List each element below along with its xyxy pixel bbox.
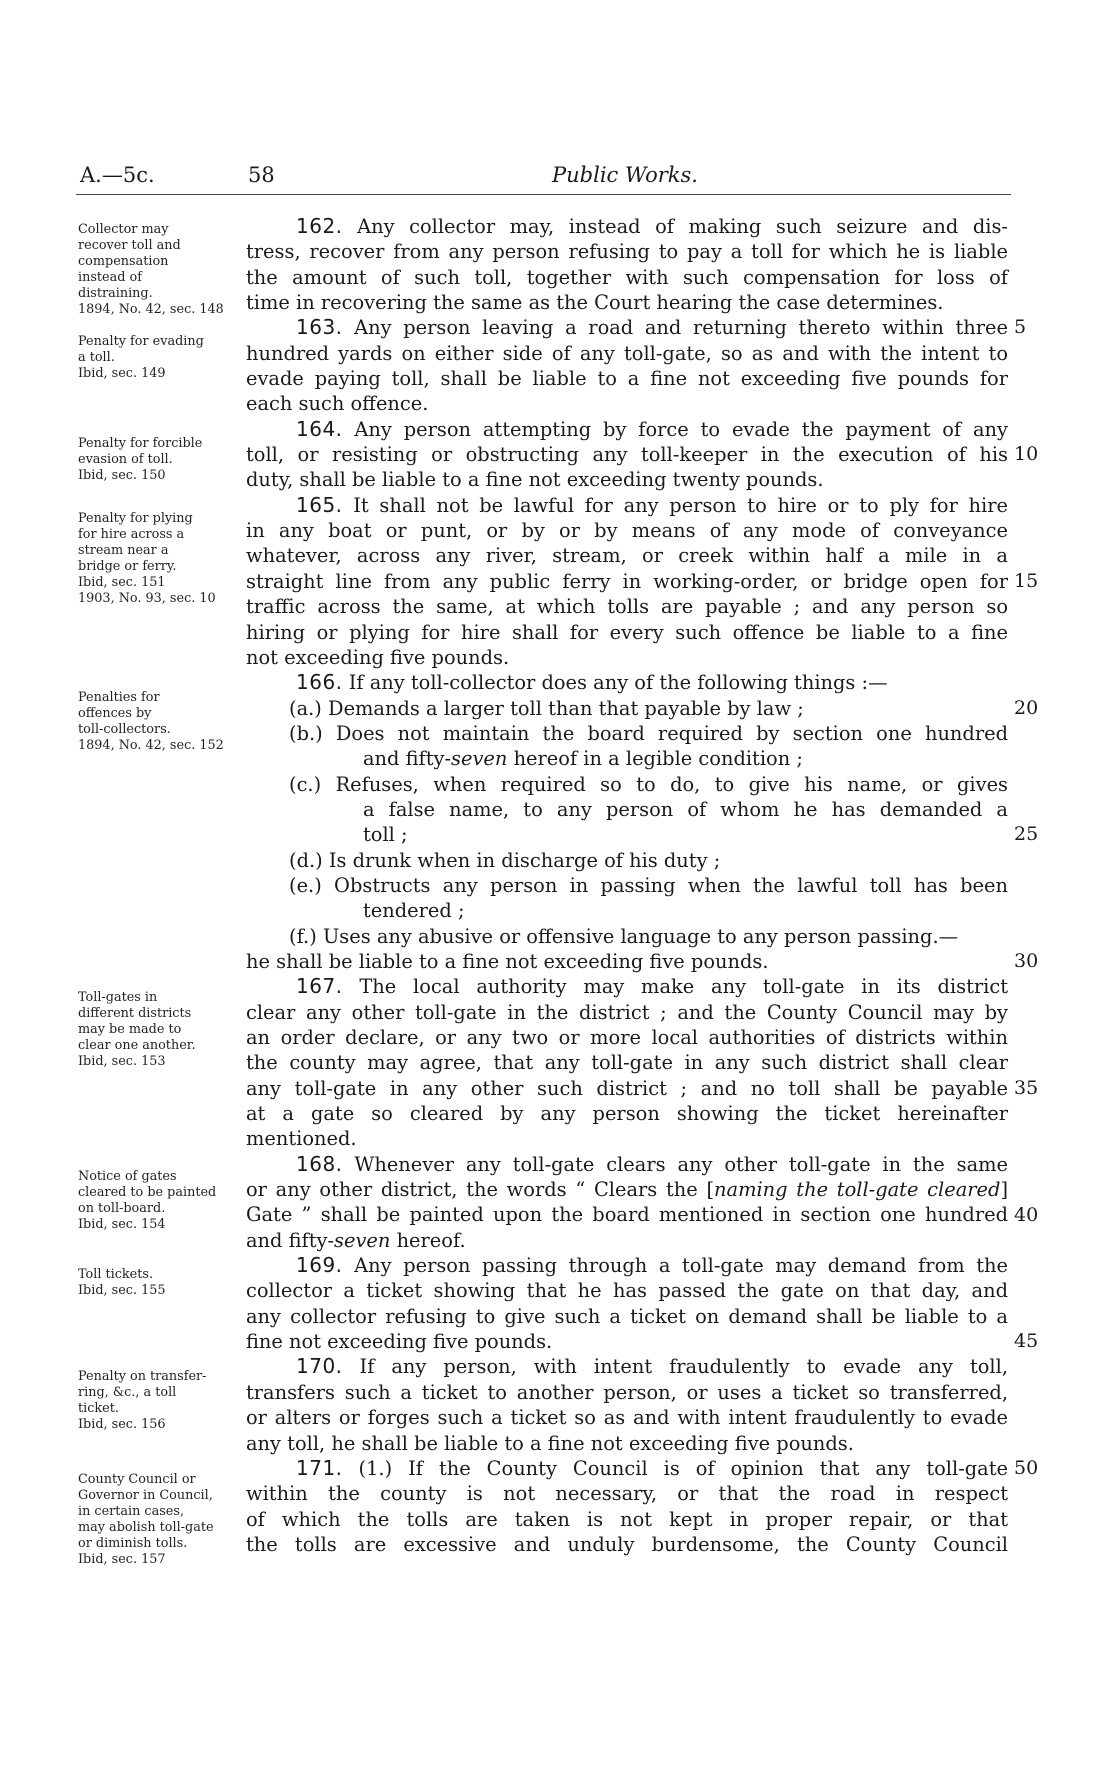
line-number: 25 — [1014, 823, 1039, 845]
text-line: the amount of such toll, together with such compensation for loss of — [246, 265, 1008, 289]
margin-note-ref: Ibid, sec. 149 — [78, 366, 166, 381]
margin-note-ref: Ibid, sec. 157 — [78, 1552, 166, 1567]
text-line: or alters or forges such a ticket so as and with intent fraudulently to evade — [246, 1406, 1008, 1430]
text-line: hiring or plying for hire shall for every such offence be liable to a fine — [246, 620, 1008, 644]
text-line: (e.) Obstructs any person in passing when the lawful toll has been — [289, 873, 1008, 897]
text-line: 166. If any toll-collector does any of the following things :— — [296, 670, 888, 695]
margin-note-ref: Ibid, sec. 154 — [78, 1217, 166, 1232]
text-line: time in recovering the same as the Court hearing the case determines. — [246, 291, 944, 315]
text-line: a false name, to any person of whom he has demanded a — [363, 797, 1008, 821]
text-line: traffic across the same, at which tolls are payable ; and any person so — [246, 595, 1008, 619]
text-line: tendered ; — [363, 899, 465, 923]
margin-note: Penalty for forcible evasion of toll. Ibid, sec. 150 — [78, 436, 246, 484]
text-line: toll ; — [363, 823, 408, 847]
text-line: 167. The local authority may make any toll-gate in its district — [296, 974, 1008, 999]
text-line: an order declare, or any two or more local authorities of districts within — [246, 1026, 1008, 1049]
header-rule — [76, 194, 1011, 195]
text-line: (f.) Uses any abusive or offensive language to any person passing.— — [289, 924, 958, 948]
document-reference: A.—5c. — [80, 163, 155, 187]
text-line: 168. Whenever any toll-gate clears any other toll-gate in the same — [296, 1151, 1008, 1176]
margin-note-ref: Ibid, sec. 156 — [78, 1417, 166, 1432]
text-line: any collector refusing to give such a ticket on demand shall be liable to a — [246, 1304, 1008, 1328]
line-number: 10 — [1014, 443, 1039, 465]
line-number: 20 — [1014, 697, 1039, 719]
text-line: at a gate so cleared by any person showing the ticket hereinafter — [246, 1102, 1008, 1126]
text-line: 162. Any collector may, instead of making such seizure and dis- — [296, 214, 1008, 238]
text-line: each such offence. — [246, 392, 429, 416]
text-line: 170. If any person, with intent fraudulently to evade any toll, — [296, 1354, 1008, 1379]
text-line: whatever, across any river, stream, or creek within half a mile in a — [246, 544, 1008, 568]
line-number: 40 — [1014, 1204, 1039, 1226]
text-line: toll, or resisting or obstructing any toll-keeper in the execution of his — [246, 443, 1008, 467]
text-line: of which the tolls are taken is not kept in proper repair, or that — [246, 1507, 1008, 1531]
margin-note-ref: 1894, No. 42, sec. 152 — [78, 738, 224, 753]
section-number: 166. — [296, 670, 343, 695]
statute-body — [246, 214, 1008, 1557]
text-line: transfers such a ticket to another person, or uses a ticket so transferred, — [246, 1380, 1008, 1404]
text-line: mentioned. — [246, 1127, 357, 1151]
section-number: 162. — [296, 214, 343, 238]
text-line: the county may agree, that any toll-gate in any such district shall clear — [246, 1051, 1008, 1075]
page-number: 58 — [248, 163, 275, 187]
text-line: clear any other toll-gate in the district ; and the County Council may by — [246, 1000, 1008, 1024]
line-number: 35 — [1014, 1077, 1039, 1099]
text-line: evade paying toll, shall be liable to a fine not exceeding five pounds for — [246, 367, 1008, 391]
section-number: 165. — [296, 492, 343, 517]
margin-note: Toll-gates in different districts may be made to clear one another. Ibid, sec. 153 — [78, 990, 246, 1070]
text-line: duty, shall be liable to a fine not exceeding twenty pounds. — [246, 468, 824, 492]
text-line: 171. (1.) If the County Council is of opinion that any toll-gate — [296, 1455, 1008, 1480]
text-line: not exceeding five pounds. — [246, 645, 510, 669]
section-number: 169. — [296, 1253, 343, 1278]
section-number: 170. — [296, 1354, 343, 1379]
line-number: 50 — [1014, 1457, 1039, 1479]
margin-note-ref: 1894, No. 42, sec. 148 — [78, 302, 224, 317]
text-line: collector a ticket showing that he has passed the gate on that day, and — [246, 1279, 1008, 1303]
line-number: 45 — [1014, 1330, 1039, 1352]
section-number: 168. — [296, 1151, 343, 1176]
margin-note-ref: Ibid, sec. 150 — [78, 468, 166, 483]
margin-note: Penalties for offences by toll-collectors. 1894, No. 42, sec. 152 — [78, 690, 246, 754]
text-line: in any boat or punt, or by or by means of any mode of conveyance — [246, 519, 1008, 543]
text-line: hundred yards on either side of any toll-gate, so as and with the intent to — [246, 341, 1008, 365]
margin-note: County Council or Governor in Council, in certain cases, may abolish toll-gate or diminish tolls. Ibid, sec. 157 — [78, 1472, 246, 1568]
page-title: Public Works. — [552, 163, 698, 187]
text-line: any toll-gate in any other such district ; and no toll shall be payable — [246, 1076, 1008, 1100]
text-line: any toll, he shall be liable to a fine not exceeding five pounds. — [246, 1431, 854, 1455]
margin-note: Penalty on transfer- ring, &c., a toll ticket. Ibid, sec. 156 — [78, 1369, 246, 1433]
text-line: 169. Any person passing through a toll-gate may demand from the — [296, 1253, 1008, 1278]
margin-note-ref: Ibid, sec. 151 1903, No. 93, sec. 10 — [78, 575, 216, 606]
text-line: (c.) Refuses, when required so to do, to give his name, or gives — [289, 772, 1008, 796]
margin-note: Penalty for evading a toll. Ibid, sec. 149 — [78, 334, 246, 382]
text-line: he shall be liable to a fine not exceeding five pounds. — [246, 949, 769, 973]
margin-note-ref: Ibid, sec. 155 — [78, 1283, 166, 1298]
text-line: the tolls are excessive and unduly burdensome, the County Council — [246, 1532, 1008, 1556]
text-line: 163. Any person leaving a road and returning thereto within three — [296, 315, 1008, 340]
section-number: 163. — [296, 315, 343, 340]
text-line: fine not exceeding five pounds. — [246, 1330, 553, 1354]
text-line: or any other district, the words “ Clears the [naming the toll-gate cleared] — [246, 1178, 1009, 1202]
text-line: and fifty-seven hereof in a legible condition ; — [363, 747, 803, 771]
text-line: (b.) Does not maintain the board required by section one hundred — [289, 721, 1008, 745]
margin-note: Collector may recover toll and compensation instead of distraining. 1894, No. 42, sec. 148 — [78, 222, 246, 318]
text-line: (a.) Demands a larger toll than that payable by law ; — [289, 696, 804, 720]
text-line: 164. Any person attempting by force to evade the payment of any — [296, 416, 1008, 441]
section-number: 164. — [296, 416, 343, 441]
text-line: Gate ” shall be painted upon the board mentioned in section one hundred — [246, 1203, 1008, 1227]
line-number: 5 — [1014, 316, 1027, 338]
text-line: (d.) Is drunk when in discharge of his duty ; — [289, 848, 721, 872]
line-number: 30 — [1014, 950, 1039, 972]
line-number: 15 — [1014, 570, 1039, 592]
section-number: 171. — [296, 1455, 343, 1480]
margin-note: Notice of gates cleared to be painted on toll-board. Ibid, sec. 154 — [78, 1169, 246, 1233]
margin-note-ref: Ibid, sec. 153 — [78, 1054, 166, 1069]
text-line: within the county is not necessary, or that the road in respect — [246, 1482, 1008, 1506]
section-number: 167. — [296, 974, 343, 999]
text-line: and fifty-seven hereof. — [246, 1228, 466, 1252]
text-line: 165. It shall not be lawful for any person to hire or to ply for hire — [296, 492, 1008, 517]
text-line: straight line from any public ferry in working-order, or bridge open for — [246, 569, 1008, 593]
margin-note: Penalty for plying for hire across a stream near a bridge or ferry. Ibid, sec. 151 1903, No. 93, sec. 10 — [78, 511, 246, 607]
margin-note: Toll tickets. Ibid, sec. 155 — [78, 1267, 246, 1299]
text-line: tress, recover from any person refusing to pay a toll for which he is liable — [246, 240, 1008, 264]
